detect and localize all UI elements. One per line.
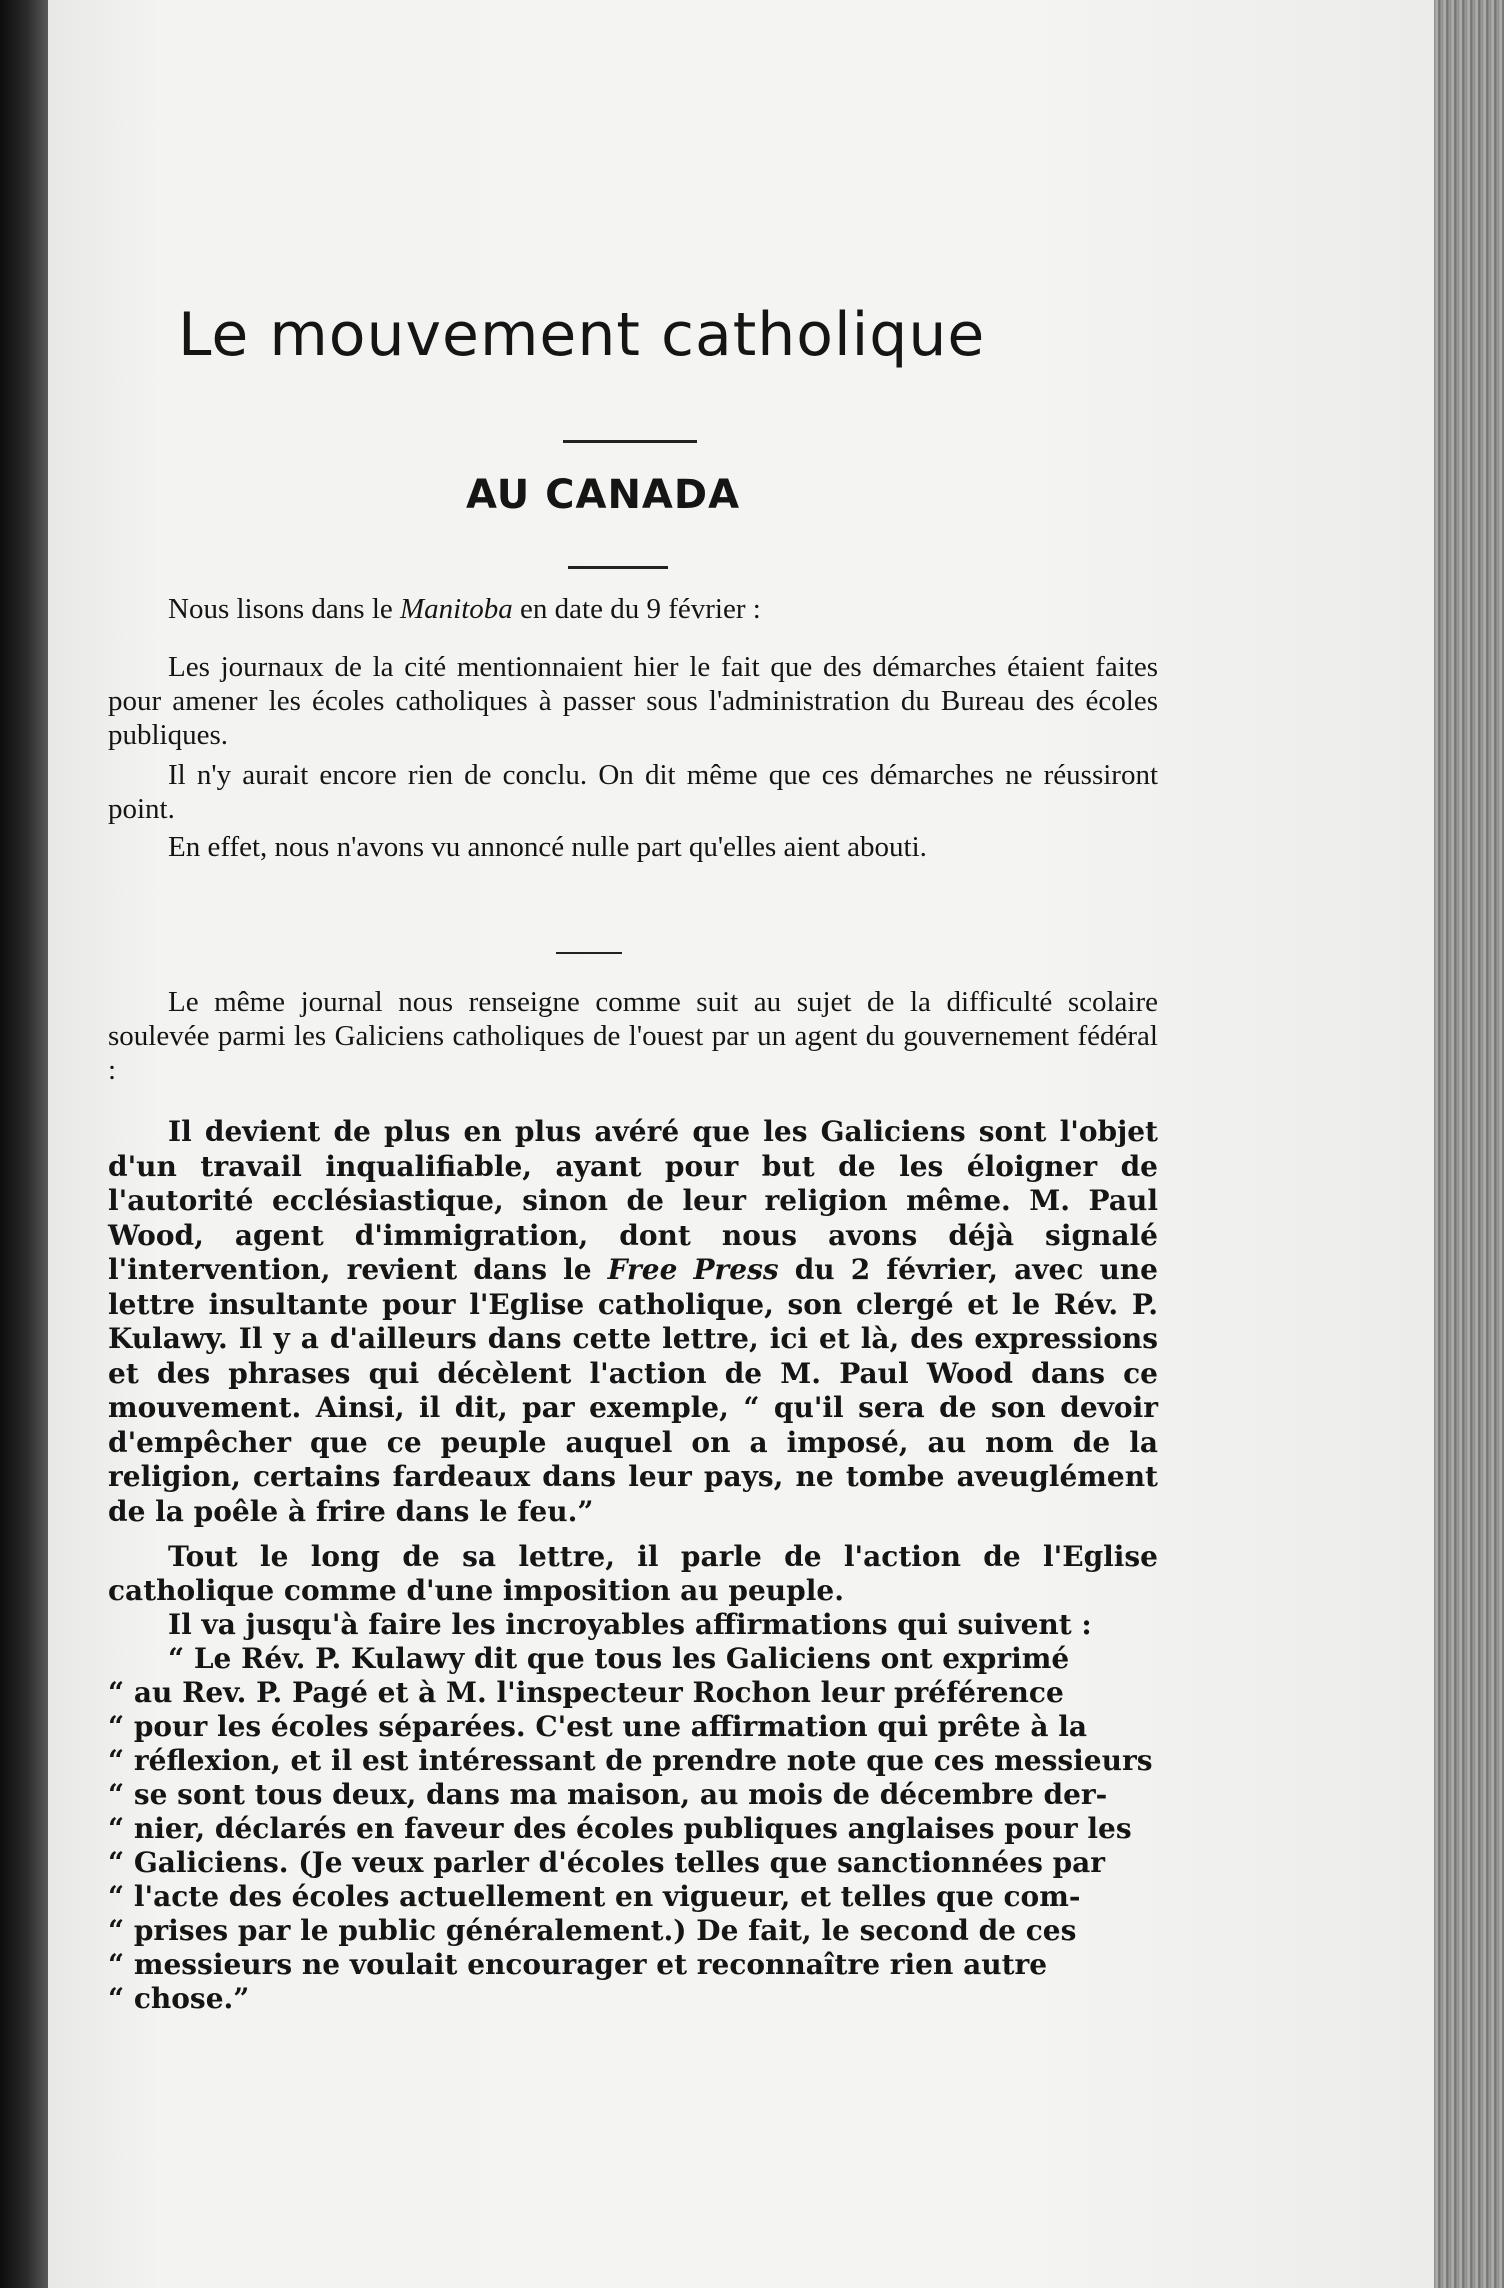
intro-paragraph (108, 592, 1158, 626)
paragraph-5 (108, 1115, 1158, 1529)
intro-text-after: en date du 9 février : (512, 593, 761, 625)
quote-line: “ l'acte des écoles actuellement en vigueur, et telles que com- (108, 1880, 1081, 1913)
page-title: Le mouvement catholique (178, 300, 986, 370)
intro-text-before: Nous lisons dans le (168, 593, 400, 625)
paragraph-6: Tout le long de sa lettre, il parle de l'action de l'Eglise catholique comme d'une imposition au peuple. (108, 1540, 1158, 1607)
quote-line: “ pour les écoles séparées. C'est une affirmation qui prête à la (108, 1710, 1088, 1743)
p5-text-after: du 2 février, avec une lettre insultante pour l'Eglise catholique, son clergé et le Rév. P. Kulawy. Il y a d'ailleurs dans cette lettre, ici et là, des expressions et des phrases qui décèlent l'action de M. Paul Wood dans ce mouvement. Ainsi, il dit, par exemple, “ qu'il sera de son devoir d'empêcher que ce peuple auquel on a imposé, au nom de la religion, certains fardeaux dans leur pays, ne tombe aveuglément de la poêle à frire dans le feu.” (108, 1253, 1158, 1528)
newspaper-name: Free Press (607, 1253, 779, 1286)
journal-name: Manitoba (400, 593, 513, 625)
section-divider (556, 952, 622, 954)
quote-line: “ Galiciens. (Je veux parler d'écoles telles que sanctionnées par (108, 1846, 1106, 1879)
p5-text-before: Il devient de plus en plus avéré que les Galiciens sont l'objet d'un travail inqualifiable, ayant pour but de les éloigner de l'autorité ecclésiastique, sinon de leur religion même. M. Paul Wood, agent d'immigration, dont nous avons déjà signalé l'intervention, revient dans le (108, 1115, 1158, 1286)
section-subtitle: AU CANADA (466, 472, 741, 518)
paragraph-4: Le même journal nous renseigne comme suit au sujet de la difficulté scolaire soulevée parmi les Galiciens catholiques de l'ouest par un agent du gouvernement fédéral : (108, 986, 1158, 1086)
quote-line: “ au Rev. P. Pagé et à M. l'inspecteur Rochon leur préférence (108, 1676, 1064, 1709)
quote-line: “ réflexion, et il est intéressant de prendre note que ces messieurs (108, 1744, 1153, 1777)
paragraph-3: En effet, nous n'avons vu annoncé nulle part qu'elles aient abouti. (168, 831, 927, 863)
paragraph-7: Il va jusqu'à faire les incroyables affirmations qui suivent : (168, 1608, 1092, 1641)
subtitle-divider (568, 566, 668, 569)
quote-line: “ prises par le public généralement.) De fait, le second de ces (108, 1914, 1077, 1947)
quote-line: “ se sont tous deux, dans ma maison, au mois de décembre der- (108, 1778, 1108, 1811)
quote-line: “ chose.” (108, 1982, 250, 2015)
quote-line: “ Le Rév. P. Kulawy dit que tous les Galiciens ont exprimé (168, 1642, 1070, 1675)
binding-shadow (0, 0, 48, 2288)
quote-line: “ nier, déclarés en faveur des écoles publiques anglaises pour les (108, 1812, 1132, 1845)
document-page (48, 0, 1434, 2288)
title-divider (563, 440, 697, 443)
page-stack-edge (1434, 0, 1504, 2288)
paragraph-2: Il n'y aurait encore rien de conclu. On dit même que ces démarches ne réussiront point. (108, 759, 1158, 825)
quote-line: “ messieurs ne voulait encourager et reconnaître rien autre (108, 1948, 1048, 1981)
paragraph-1: Les journaux de la cité mentionnaient hier le fait que des démarches étaient faites pour amener les écoles catholiques à passer sous l'administration du Bureau des écoles publiques. (108, 651, 1158, 751)
